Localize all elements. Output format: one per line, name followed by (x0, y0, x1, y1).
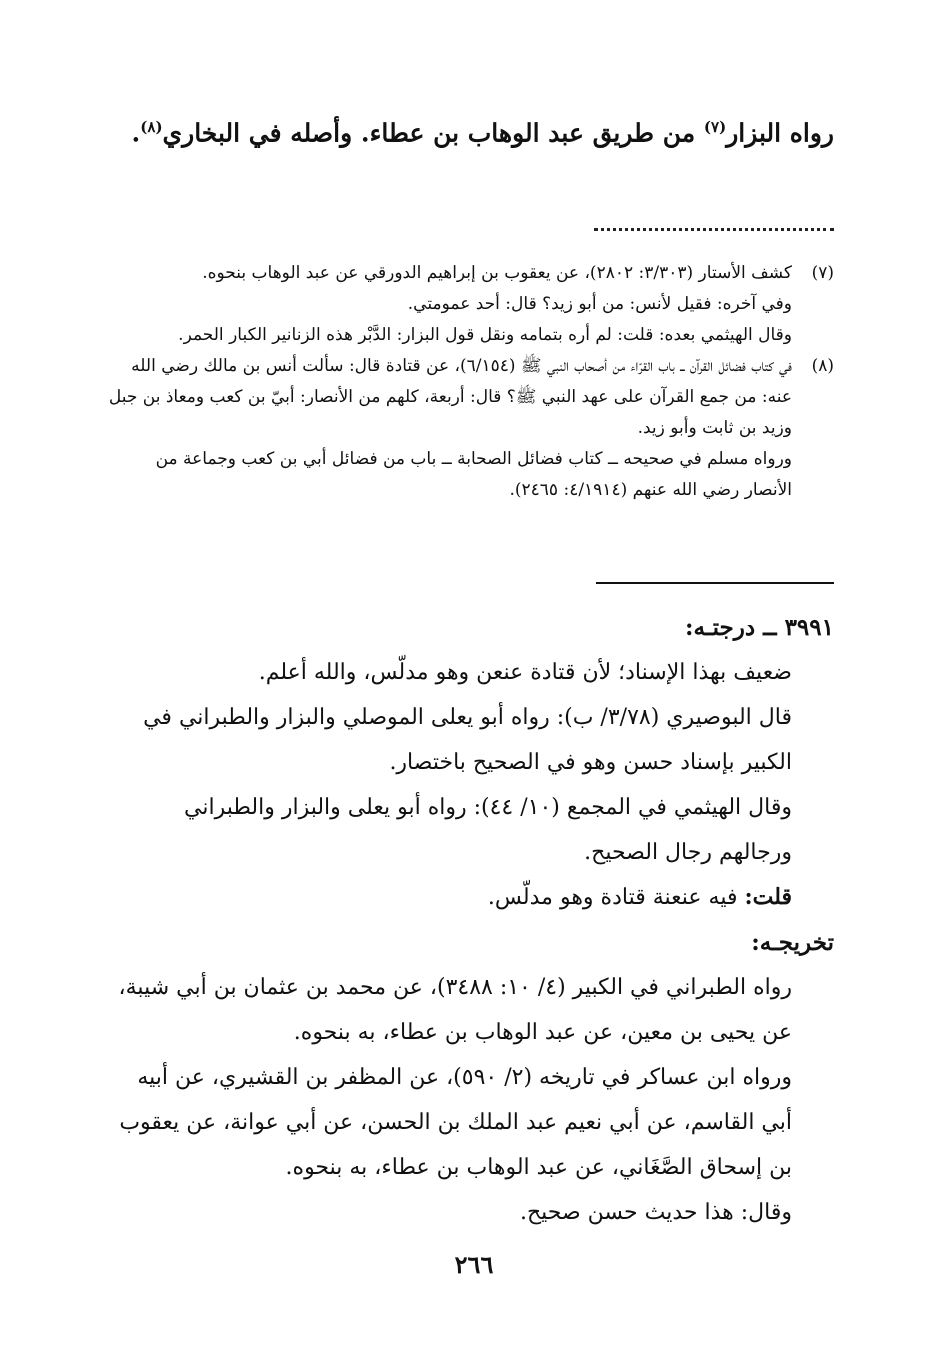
footnote-line: وقال الهيثمي بعده: قلت: لم أره بتمامه ونقل قول البزار: الدَّبْر هذه الزنانير الكبار الحمر. (178, 325, 792, 345)
footnote-ref-7: (٧) (703, 118, 727, 136)
footnotes (106, 258, 834, 506)
page-number: ٢٦٦ (454, 1250, 494, 1279)
intro-text-middle: من طريق عبد الوهاب بن عطاء. وأصله في البخاري (162, 118, 704, 148)
grade-heading: ٣٩٩١ ــ درجتـه: (685, 614, 834, 641)
footnote-body (106, 351, 792, 506)
footnote-separator-dots (594, 228, 834, 231)
footnote-number: (٧) (811, 263, 834, 283)
grade-note-text: فيه عنعنة قتادة وهو مدلّس. (487, 885, 745, 910)
footnote-line: في كتاب فضائل القرآن ــ باب القرّاء من أصحاب النبي ﷺ (٦/١٥٤)، عن قتادة قال: سألت أنس بن مالك رضي الله عنه: من جمع القرآن على عهد النبي ﷺ؟ قال: أربعة، كلهم من الأنصار: أبيّ بن كعب ومعاذ بن جبل وزيد بن ثابت وأبو زيد. (108, 356, 792, 438)
footnote-line: وفي آخره: فقيل لأنس: من أبو زيد؟ قال: أحد عمومتي. (407, 294, 792, 314)
footnote-8 (106, 351, 834, 506)
takhrij-paragraph: رواه الطبراني في الكبير (٤/ ١٠: ٣٤٨٨)، عن محمد بن عثمان بن أبي شيبة، عن يحيى بن معين، عن عبد الوهاب بن عطاء، به بنحوه. (118, 975, 792, 1045)
grade-paragraph: وقال الهيثمي في المجمع (١٠/ ٤٤): رواه أبو يعلى والبزار والطبراني ورجالهم رجال الصحيح. (184, 795, 792, 865)
footnote-7 (106, 258, 834, 351)
grade-note (106, 875, 834, 920)
grade-paragraph: قال البوصيري (٣/٧٨/ ب): رواه أبو يعلى الموصلي والبزار والطبراني في الكبير بإسناد حسن وهو في الصحيح باختصار. (143, 705, 792, 775)
grade-note-label: قلت: (744, 884, 792, 910)
footnote-number: (٨) (811, 356, 834, 376)
footnote-body (106, 258, 792, 351)
intro-paragraph (106, 104, 834, 156)
footnote-line: ورواه مسلم في صحيحه ــ كتاب فضائل الصحابة ــ باب من فضائل أبي بن كعب وجماعة من الأنصار رضي الله عنهم (٤/١٩١٤: ٢٤٦٥). (155, 449, 792, 500)
intro-text-end: . (131, 118, 141, 148)
main-section (106, 605, 834, 1235)
takhrij-paragraph: وقال: هذا حديث حسن صحيح. (519, 1200, 792, 1225)
takhrij-heading: تخريجـه: (751, 929, 834, 956)
footnote-ref-8: (٨) (140, 118, 163, 136)
takhrij-paragraph: ورواه ابن عساكر في تاريخه (٢/ ٥٩٠)، عن المظفر بن القشيري، عن أبيه أبي القاسم، عن أبي نعيم عبد الملك بن الحسن، عن أبي عوانة، عن يعقوب بن إسحاق الصَّغَاني، عن عبد الوهاب بن عطاء، به بنحوه. (119, 1065, 792, 1180)
grade-paragraph: ضعيف بهذا الإسناد؛ لأن قتادة عنعن وهو مدلّس، والله أعلم. (258, 660, 792, 685)
intro-text-before: رواه البزار (726, 118, 834, 148)
section-divider (596, 582, 834, 584)
footnote-line: كشف الأستار (٣/٣٠٣: ٢٨٠٢)، عن يعقوب بن إبراهيم الدورقي عن عبد الوهاب بنحوه. (202, 263, 792, 283)
